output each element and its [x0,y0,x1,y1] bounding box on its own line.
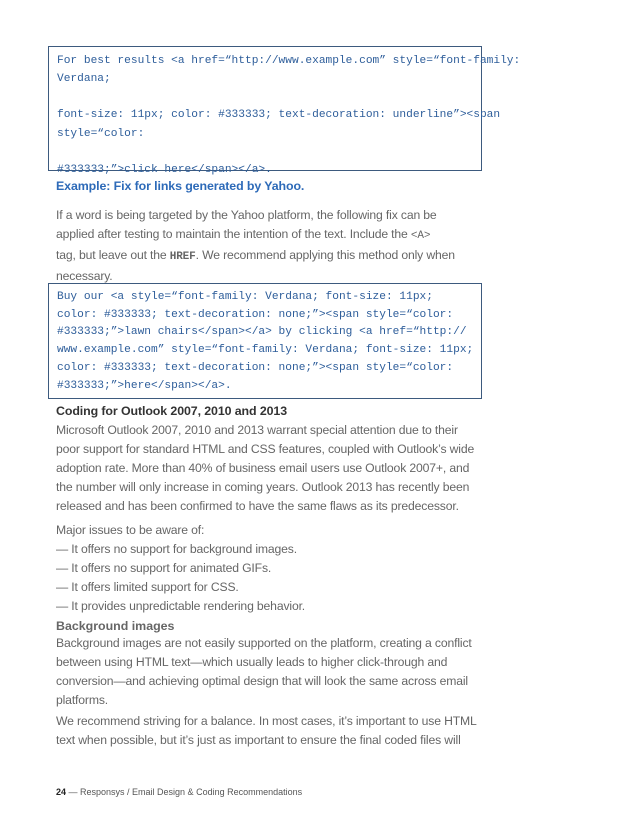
text-line: Microsoft Outlook 2007, 2010 and 2013 warrant special attention due to their [56,423,458,437]
code-line: Verdana; [57,73,111,86]
code-line: color: #333333; text-decoration: none;”><span style=“color: [57,308,454,321]
text-line: conversion—and achieving optimal design that will look the same across email [56,674,468,688]
code-line: For best results <a href=“http://www.example.com” style=“font-family: [57,55,521,67]
list-item: — It offers limited support for CSS. [56,580,239,594]
text-line: platforms. [56,693,109,707]
outlook-heading: Coding for Outlook 2007, 2010 and 2013 [56,404,288,418]
list-item: — It offers no support for background images. [56,542,297,556]
code-line: font-size: 11px; color: #333333; text-decoration: underline”><span [57,109,501,122]
code-line: color: #333333; text-decoration: none;”><span style=“color: [57,361,454,374]
balance-paragraph [56,712,486,750]
code-block-2 [48,283,482,399]
text-line: Background images are not easily supported on the platform, creating a conflict [56,636,472,650]
code-line: style=“color: [57,127,145,140]
footer-text: — Responsys / Email Design & Coding Recommendations [66,787,303,797]
list-item: — It offers no support for animated GIFs. [56,561,272,575]
code-line: #333333;”>lawn chairs</span></a> by clicking <a href=“http:// [57,326,467,339]
code-line: #333333;”>here</span></a>. [57,379,232,392]
text-line: If a word is being targeted by the Yahoo platform, the following fix can be [56,208,437,222]
text-line: the number will only increase in coming years. Outlook 2013 has recently been [56,480,470,494]
text-line: necessary. [56,269,113,283]
yahoo-heading: Example: Fix for links generated by Yahoo. [56,179,305,193]
text-segment: . We recommend applying this method only when [195,248,455,262]
bg-heading: Background images [56,619,175,633]
issues-intro: Major issues to be aware of: [56,523,205,537]
yahoo-paragraph [56,206,486,286]
code-line: #333333;”>click here</span></a>. [57,163,272,176]
text-line: adoption rate. More than 40% of business email users use Outlook 2007+, and [56,461,470,475]
list-item: — It provides unpredictable rendering behavior. [56,599,306,613]
text-line: text when possible, but it’s just as important to ensure the final coded files will [56,733,461,747]
outlook-paragraph [56,421,486,516]
text-line: released and has been confirmed to have the same flaws as its predecessor. [56,499,459,513]
code-line: www.example.com” style=“font-family: Verdana; font-size: 11px; [57,344,474,357]
code-inline: <A> [410,230,431,242]
text-line: We recommend striving for a balance. In most cases, it’s important to use HTML [56,714,477,728]
text-line [56,246,486,267]
bg-paragraph [56,634,486,710]
text-line [56,225,486,246]
code-block-1 [48,46,521,176]
code-line: Buy our <a style=“font-family: Verdana; font-size: 11px; [57,291,433,303]
code-gap [57,143,473,161]
code-inline: HREF [169,251,196,263]
page-number: 24 [56,787,67,797]
code-gap [57,88,473,106]
text-line: between using HTML text—which usually leads to higher click-through and [56,655,448,669]
text-segment: tag, but leave out the [56,248,170,262]
issues-list [56,521,486,616]
text-line: poor support for standard HTML and CSS features, coupled with Outlook’s wide [56,442,475,456]
page-footer [56,787,302,797]
text-segment: applied after testing to maintain the intention of the text. Include the [56,227,411,241]
